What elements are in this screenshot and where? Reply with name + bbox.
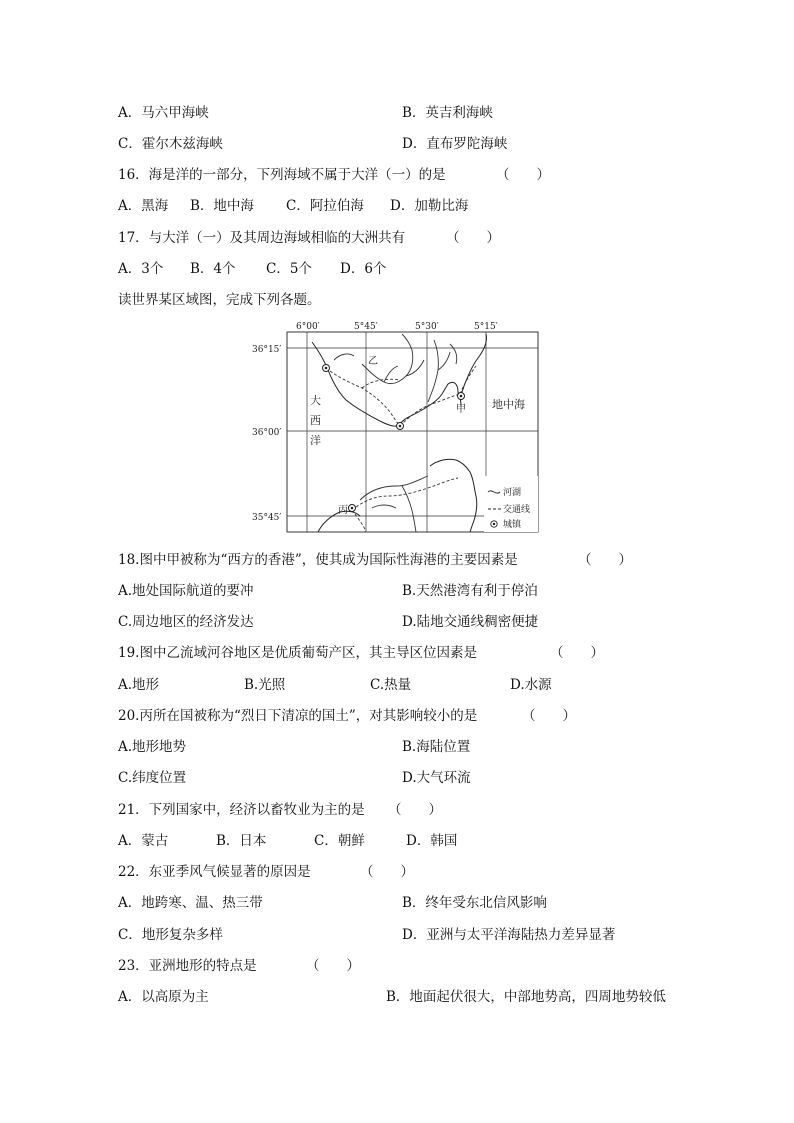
q17-option-b: B．4个 [190, 261, 236, 277]
q17-option-d: D．6个 [340, 261, 387, 277]
q22-answer-bracket: （ ） [360, 864, 414, 880]
map-legend [484, 476, 538, 532]
lat-label-3600: 36°00′ [252, 428, 282, 438]
ocean-label-3: 洋 [310, 434, 321, 447]
south-coastline [430, 459, 477, 532]
lon-label-530: 5°30′ [415, 322, 439, 332]
lon-label-545: 5°45′ [354, 322, 378, 332]
q17-answer-bracket: （ ） [446, 230, 500, 246]
q15-option-c: C．霍尔木兹海峡 [118, 136, 223, 152]
lat-label-3615: 36°15′ [252, 345, 282, 355]
q18-option-c: C.周边地区的经济发达 [118, 614, 254, 630]
q22-option-a: A．地跨寒、温、热三带 [118, 895, 263, 911]
q18-option-a: A.地处国际航道的要冲 [118, 583, 254, 599]
north-transport-lines [326, 366, 476, 426]
q19-option-c: C.热量 [370, 677, 412, 693]
q20-option-b: B.海陆位置 [402, 739, 471, 755]
q15-option-d: D．直布罗陀海峡 [402, 136, 508, 152]
q18-option-b: B.天然港湾有利于停泊 [402, 583, 538, 599]
q17-option-a: A．3个 [118, 261, 164, 277]
q20-option-d: D.大气环流 [402, 770, 471, 786]
south-transport-lines [352, 478, 458, 532]
q20-stem: 20.丙所在国被称为“烈日下清凉的国土”，对其影响较小的是 [118, 708, 478, 724]
q23-stem: 23．亚洲地形的特点是 [118, 958, 257, 974]
q16-option-c: C．阿拉伯海 [286, 198, 364, 214]
q16-option-d: D．加勒比海 [390, 198, 469, 214]
south-rivers [360, 476, 428, 532]
q23-option-b: B．地面起伏很大，中部地势高，四周地势较低 [386, 989, 666, 1005]
q21-option-d: D．韩国 [406, 833, 458, 849]
lon-label-600: 6°00′ [296, 322, 320, 332]
ocean-label-2: 西 [310, 414, 321, 427]
q16-option-a: A．黑海 [118, 198, 169, 214]
legend-transport-label: 交通线 [503, 505, 531, 515]
q21-stem: 21．下列国家中，经济以畜牧业为主的是 [118, 802, 365, 818]
q19-option-d: D.水源 [510, 677, 552, 693]
place-bing: 丙 [338, 505, 348, 516]
map-intro-text: 读世界某区域图，完成下列各题。 [118, 292, 321, 308]
q17-stem: 17．与大洋（一）及其周边海域相临的大洲共有 [118, 230, 406, 246]
q19-option-b: B.光照 [244, 677, 286, 693]
q16-answer-bracket: （ ） [496, 167, 550, 183]
q22-option-d: D．亚洲与太平洋海陆热力差异显著 [402, 927, 616, 943]
town-markers [323, 365, 465, 512]
q18-stem: 18.图中甲被称为“西方的香港”，使其成为国际性海港的主要因素是 [118, 552, 518, 568]
q15-option-b: B．英吉利海峡 [402, 105, 493, 121]
q22-option-c: C．地形复杂多样 [118, 927, 223, 943]
q20-option-c: C.纬度位置 [118, 770, 187, 786]
region-map [252, 320, 542, 536]
q17-option-c: C．5个 [266, 261, 312, 277]
legend-town-label: 城镇 [503, 520, 522, 530]
q21-option-c: C．朝鲜 [314, 833, 365, 849]
place-jia: 甲 [456, 404, 466, 415]
sea-label: 地中海 [492, 398, 525, 411]
q18-answer-bracket: （ ） [578, 552, 632, 568]
q15-option-a: A．马六甲海峡 [118, 105, 209, 121]
q21-option-a: A．蒙古 [118, 833, 169, 849]
q22-option-b: B．终年受东北信风影响 [402, 895, 547, 911]
q19-stem: 19.图中乙流域河谷地区是优质葡萄产区，其主导区位因素是 [118, 645, 477, 661]
q18-option-d: D.陆地交通线稠密便捷 [402, 614, 539, 630]
q23-option-a: A．以高原为主 [118, 989, 209, 1005]
q20-option-a: A.地形地势 [118, 739, 187, 755]
q16-stem: 16．海是洋的一部分，下列海域不属于大洋（一）的是 [118, 167, 446, 183]
north-rivers [334, 334, 457, 402]
place-yi: 乙 [368, 356, 378, 367]
legend-river-label: 河湖 [503, 488, 522, 498]
q20-answer-bracket: （ ） [522, 708, 576, 724]
q19-option-a: A.地形 [118, 677, 160, 693]
q23-answer-bracket: （ ） [306, 958, 360, 974]
q19-answer-bracket: （ ） [550, 645, 604, 661]
lon-label-515: 5°15′ [474, 322, 498, 332]
q16-option-b: B．地中海 [190, 198, 254, 214]
q21-option-b: B．日本 [216, 833, 267, 849]
q22-stem: 22．东亚季风气候显著的原因是 [118, 864, 311, 880]
lat-label-3545: 35°45′ [252, 513, 282, 523]
ocean-label-1: 大 [310, 394, 321, 407]
q21-answer-bracket: （ ） [388, 802, 442, 818]
